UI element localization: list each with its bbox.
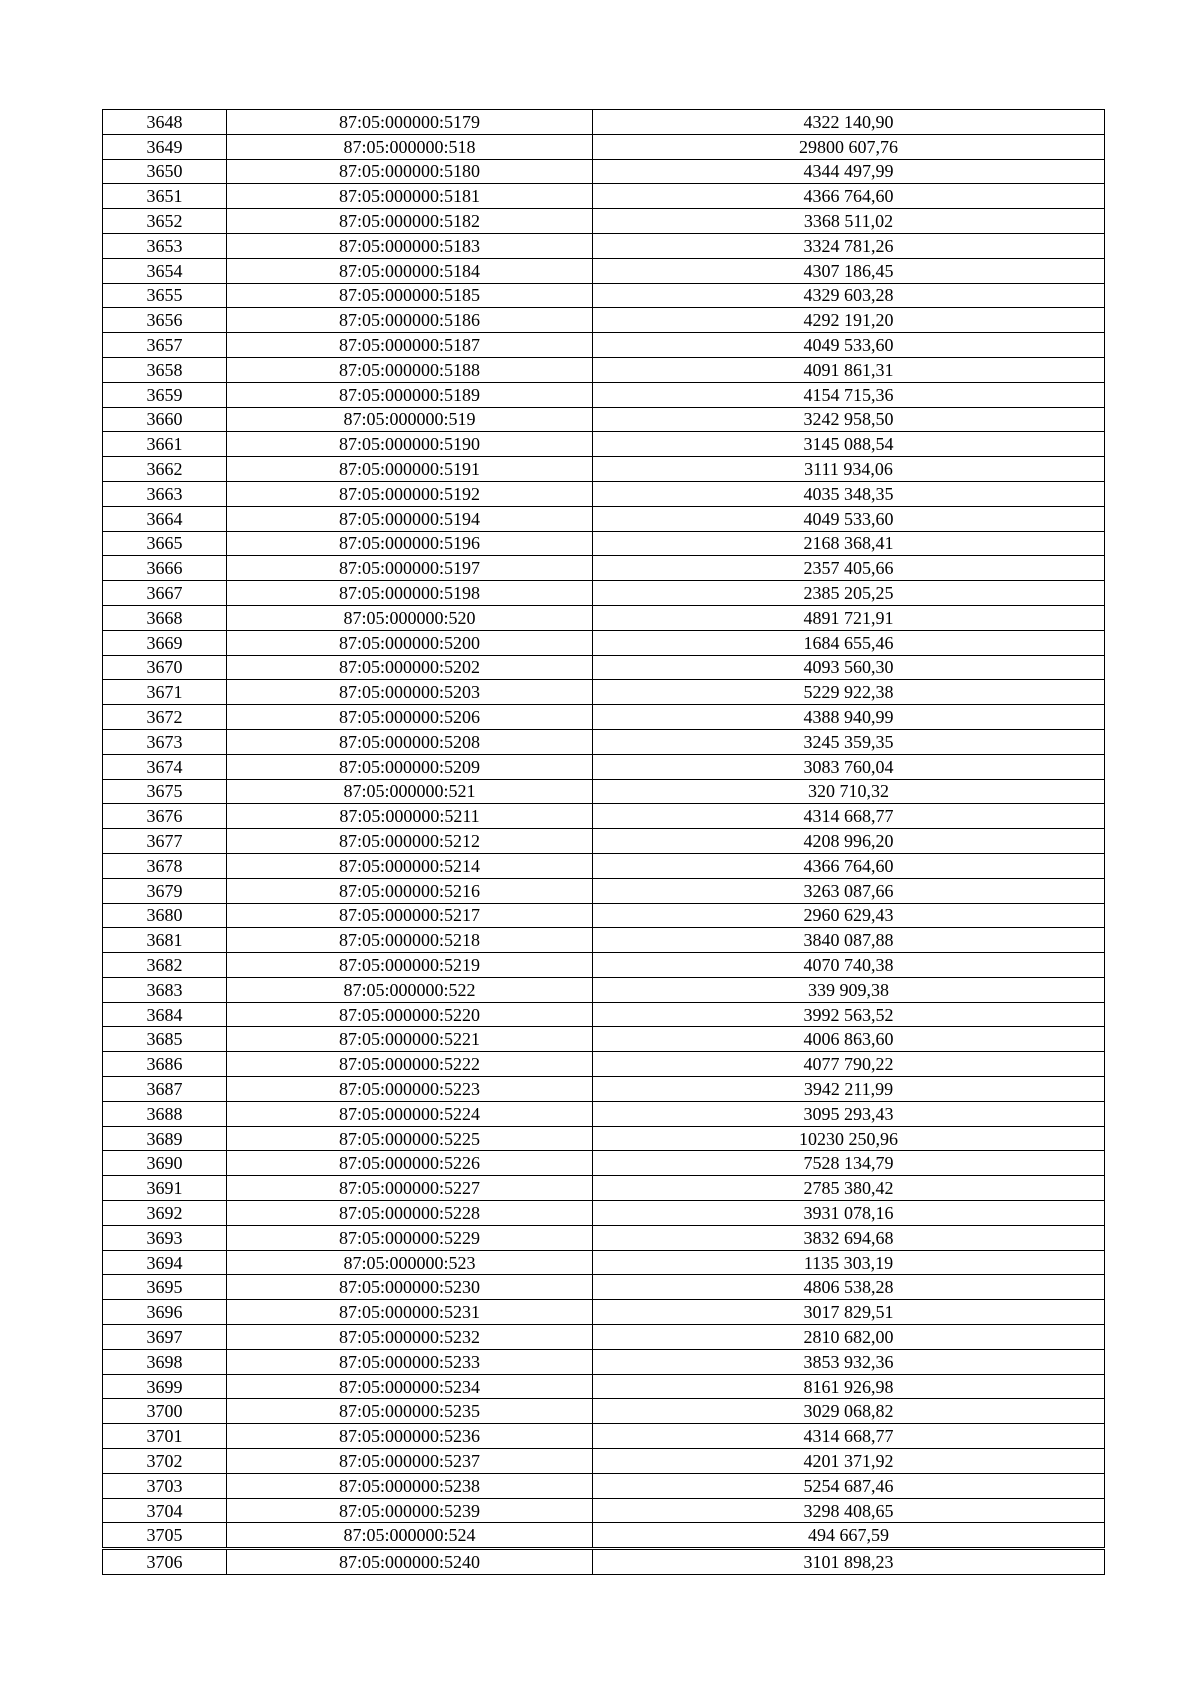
- cadastral-value-cell: 4806 538,28: [593, 1275, 1105, 1300]
- cadastral-value-cell: 3242 958,50: [593, 407, 1105, 432]
- cadastral-value-cell: 4314 668,77: [593, 804, 1105, 829]
- cadastral-number-cell: 87:05:000000:5202: [227, 655, 593, 680]
- cadastral-number-cell: 87:05:000000:5227: [227, 1176, 593, 1201]
- cadastral-value-cell: 5254 687,46: [593, 1473, 1105, 1498]
- row-number-cell: 3652: [103, 209, 227, 234]
- row-number-cell: 3692: [103, 1201, 227, 1226]
- table-row: [103, 333, 1105, 358]
- row-number-cell: 3691: [103, 1176, 227, 1201]
- cadastral-value-cell: 320 710,32: [593, 779, 1105, 804]
- cadastral-number-cell: 87:05:000000:5221: [227, 1027, 593, 1052]
- row-number-cell: 3653: [103, 233, 227, 258]
- cadastral-number-cell: 87:05:000000:5180: [227, 159, 593, 184]
- cadastral-value-cell: 4049 533,60: [593, 506, 1105, 531]
- cadastral-number-cell: 87:05:000000:5219: [227, 953, 593, 978]
- cadastral-number-cell: 87:05:000000:5183: [227, 233, 593, 258]
- cadastral-value-cell: 2785 380,42: [593, 1176, 1105, 1201]
- cadastral-value-cell: 3145 088,54: [593, 432, 1105, 457]
- row-number-cell: 3693: [103, 1225, 227, 1250]
- table-row: [103, 159, 1105, 184]
- row-number-cell: 3706: [103, 1549, 227, 1575]
- row-number-cell: 3663: [103, 481, 227, 506]
- table-row: [103, 1225, 1105, 1250]
- table-row: [103, 1325, 1105, 1350]
- table-row: [103, 506, 1105, 531]
- cadastral-number-cell: 87:05:000000:5214: [227, 853, 593, 878]
- row-number-cell: 3682: [103, 953, 227, 978]
- table-row: [103, 605, 1105, 630]
- row-number-cell: 3665: [103, 531, 227, 556]
- cadastral-number-cell: 87:05:000000:5238: [227, 1473, 593, 1498]
- row-number-cell: 3703: [103, 1473, 227, 1498]
- cadastral-number-cell: 87:05:000000:5200: [227, 630, 593, 655]
- cadastral-number-cell: 87:05:000000:5194: [227, 506, 593, 531]
- cadastral-value-cell: 494 667,59: [593, 1523, 1105, 1549]
- table-row: [103, 1449, 1105, 1474]
- table-row: [103, 705, 1105, 730]
- cadastral-number-cell: 87:05:000000:5223: [227, 1077, 593, 1102]
- table-row: [103, 829, 1105, 854]
- cadastral-value-cell: 3111 934,06: [593, 457, 1105, 482]
- table-row: [103, 1250, 1105, 1275]
- cadastral-number-cell: 87:05:000000:5206: [227, 705, 593, 730]
- table-row: [103, 556, 1105, 581]
- row-number-cell: 3669: [103, 630, 227, 655]
- cadastral-value-cell: 4388 940,99: [593, 705, 1105, 730]
- cadastral-value-cell: 4366 764,60: [593, 853, 1105, 878]
- row-number-cell: 3695: [103, 1275, 227, 1300]
- table-row: [103, 1176, 1105, 1201]
- cadastral-value-cell: 3992 563,52: [593, 1002, 1105, 1027]
- cadastral-number-cell: 87:05:000000:519: [227, 407, 593, 432]
- row-number-cell: 3694: [103, 1250, 227, 1275]
- cadastral-value-cell: 3942 211,99: [593, 1077, 1105, 1102]
- row-number-cell: 3649: [103, 134, 227, 159]
- cadastral-number-cell: 87:05:000000:5217: [227, 903, 593, 928]
- cadastral-number-cell: 87:05:000000:5225: [227, 1126, 593, 1151]
- cadastral-value-table: [102, 109, 1105, 1575]
- table-row: [103, 1399, 1105, 1424]
- cadastral-value-cell: 4035 348,35: [593, 481, 1105, 506]
- cadastral-number-cell: 87:05:000000:5181: [227, 184, 593, 209]
- row-number-cell: 3668: [103, 605, 227, 630]
- table-row: [103, 258, 1105, 283]
- table-row: [103, 1126, 1105, 1151]
- cadastral-number-cell: 87:05:000000:5179: [227, 110, 593, 135]
- cadastral-number-cell: 87:05:000000:5235: [227, 1399, 593, 1424]
- table-row: [103, 432, 1105, 457]
- cadastral-value-cell: 29800 607,76: [593, 134, 1105, 159]
- row-number-cell: 3680: [103, 903, 227, 928]
- table-row: [103, 110, 1105, 135]
- cadastral-value-cell: 3263 087,66: [593, 878, 1105, 903]
- cadastral-number-cell: 87:05:000000:518: [227, 134, 593, 159]
- cadastral-value-cell: 3368 511,02: [593, 209, 1105, 234]
- row-number-cell: 3704: [103, 1498, 227, 1523]
- cadastral-value-cell: 8161 926,98: [593, 1374, 1105, 1399]
- cadastral-number-cell: 87:05:000000:5231: [227, 1300, 593, 1325]
- table-row: [103, 308, 1105, 333]
- table-row: [103, 1498, 1105, 1523]
- table-row: [103, 1549, 1105, 1575]
- cadastral-value-cell: 3083 760,04: [593, 754, 1105, 779]
- cadastral-number-cell: 87:05:000000:5240: [227, 1549, 593, 1575]
- cadastral-number-cell: 87:05:000000:5190: [227, 432, 593, 457]
- cadastral-value-cell: 3017 829,51: [593, 1300, 1105, 1325]
- table-row: [103, 1101, 1105, 1126]
- row-number-cell: 3699: [103, 1374, 227, 1399]
- cadastral-number-cell: 87:05:000000:5208: [227, 729, 593, 754]
- cadastral-value-cell: 4093 560,30: [593, 655, 1105, 680]
- table-row: [103, 1002, 1105, 1027]
- cadastral-number-cell: 87:05:000000:5196: [227, 531, 593, 556]
- table-row: [103, 531, 1105, 556]
- cadastral-number-cell: 87:05:000000:5188: [227, 357, 593, 382]
- cadastral-value-cell: 4091 861,31: [593, 357, 1105, 382]
- cadastral-number-cell: 87:05:000000:5191: [227, 457, 593, 482]
- row-number-cell: 3672: [103, 705, 227, 730]
- row-number-cell: 3705: [103, 1523, 227, 1549]
- row-number-cell: 3686: [103, 1052, 227, 1077]
- cadastral-number-cell: 87:05:000000:5203: [227, 680, 593, 705]
- cadastral-number-cell: 87:05:000000:5185: [227, 283, 593, 308]
- row-number-cell: 3660: [103, 407, 227, 432]
- table-row: [103, 1151, 1105, 1176]
- cadastral-value-cell: 4070 740,38: [593, 953, 1105, 978]
- cadastral-value-cell: 2960 629,43: [593, 903, 1105, 928]
- cadastral-value-cell: 1135 303,19: [593, 1250, 1105, 1275]
- cadastral-value-cell: 4201 371,92: [593, 1449, 1105, 1474]
- row-number-cell: 3696: [103, 1300, 227, 1325]
- table-row: [103, 903, 1105, 928]
- table-row: [103, 878, 1105, 903]
- table-row: [103, 382, 1105, 407]
- row-number-cell: 3661: [103, 432, 227, 457]
- row-number-cell: 3690: [103, 1151, 227, 1176]
- table-row: [103, 1523, 1105, 1549]
- table-row: [103, 1374, 1105, 1399]
- cadastral-number-cell: 87:05:000000:5232: [227, 1325, 593, 1350]
- cadastral-number-cell: 87:05:000000:5192: [227, 481, 593, 506]
- cadastral-number-cell: 87:05:000000:5229: [227, 1225, 593, 1250]
- row-number-cell: 3683: [103, 977, 227, 1002]
- table-row: [103, 1275, 1105, 1300]
- table-row: [103, 184, 1105, 209]
- cadastral-number-cell: 87:05:000000:5224: [227, 1101, 593, 1126]
- cadastral-number-cell: 87:05:000000:520: [227, 605, 593, 630]
- table-row: [103, 1424, 1105, 1449]
- row-number-cell: 3662: [103, 457, 227, 482]
- cadastral-number-cell: 87:05:000000:5197: [227, 556, 593, 581]
- table-row: [103, 1473, 1105, 1498]
- cadastral-value-cell: 5229 922,38: [593, 680, 1105, 705]
- row-number-cell: 3701: [103, 1424, 227, 1449]
- table-row: [103, 754, 1105, 779]
- cadastral-number-cell: 87:05:000000:521: [227, 779, 593, 804]
- row-number-cell: 3684: [103, 1002, 227, 1027]
- cadastral-value-cell: 2357 405,66: [593, 556, 1105, 581]
- row-number-cell: 3675: [103, 779, 227, 804]
- row-number-cell: 3671: [103, 680, 227, 705]
- row-number-cell: 3679: [103, 878, 227, 903]
- row-number-cell: 3648: [103, 110, 227, 135]
- row-number-cell: 3676: [103, 804, 227, 829]
- row-number-cell: 3689: [103, 1126, 227, 1151]
- row-number-cell: 3697: [103, 1325, 227, 1350]
- row-number-cell: 3700: [103, 1399, 227, 1424]
- table-row: [103, 357, 1105, 382]
- row-number-cell: 3681: [103, 928, 227, 953]
- cadastral-value-cell: 2385 205,25: [593, 581, 1105, 606]
- cadastral-value-cell: 3840 087,88: [593, 928, 1105, 953]
- cadastral-number-cell: 87:05:000000:522: [227, 977, 593, 1002]
- cadastral-value-cell: 10230 250,96: [593, 1126, 1105, 1151]
- row-number-cell: 3656: [103, 308, 227, 333]
- table-row: [103, 779, 1105, 804]
- cadastral-value-cell: 4154 715,36: [593, 382, 1105, 407]
- cadastral-number-cell: 87:05:000000:5237: [227, 1449, 593, 1474]
- cadastral-value-cell: 4077 790,22: [593, 1052, 1105, 1077]
- cadastral-number-cell: 87:05:000000:5211: [227, 804, 593, 829]
- row-number-cell: 3657: [103, 333, 227, 358]
- table-row: [103, 407, 1105, 432]
- row-number-cell: 3670: [103, 655, 227, 680]
- row-number-cell: 3654: [103, 258, 227, 283]
- table-row: [103, 630, 1105, 655]
- cadastral-number-cell: 87:05:000000:5220: [227, 1002, 593, 1027]
- cadastral-value-cell: 4292 191,20: [593, 308, 1105, 333]
- row-number-cell: 3666: [103, 556, 227, 581]
- table-row: [103, 655, 1105, 680]
- cadastral-value-cell: 4049 533,60: [593, 333, 1105, 358]
- cadastral-number-cell: 87:05:000000:5184: [227, 258, 593, 283]
- cadastral-number-cell: 87:05:000000:5233: [227, 1349, 593, 1374]
- cadastral-value-cell: 3095 293,43: [593, 1101, 1105, 1126]
- cadastral-number-cell: 87:05:000000:5198: [227, 581, 593, 606]
- cadastral-value-cell: 339 909,38: [593, 977, 1105, 1002]
- table-row: [103, 283, 1105, 308]
- table-body: [103, 110, 1105, 1575]
- cadastral-value-cell: 3101 898,23: [593, 1549, 1105, 1575]
- row-number-cell: 3688: [103, 1101, 227, 1126]
- cadastral-number-cell: 87:05:000000:5186: [227, 308, 593, 333]
- cadastral-number-cell: 87:05:000000:5222: [227, 1052, 593, 1077]
- cadastral-value-cell: 4322 140,90: [593, 110, 1105, 135]
- cadastral-number-cell: 87:05:000000:524: [227, 1523, 593, 1549]
- cadastral-number-cell: 87:05:000000:523: [227, 1250, 593, 1275]
- table-row: [103, 1349, 1105, 1374]
- row-number-cell: 3673: [103, 729, 227, 754]
- table-row: [103, 481, 1105, 506]
- cadastral-value-cell: 4307 186,45: [593, 258, 1105, 283]
- table-row: [103, 680, 1105, 705]
- table-row: [103, 581, 1105, 606]
- row-number-cell: 3674: [103, 754, 227, 779]
- table-row: [103, 1027, 1105, 1052]
- table-row: [103, 1300, 1105, 1325]
- table-row: [103, 729, 1105, 754]
- table-row: [103, 1201, 1105, 1226]
- cadastral-number-cell: 87:05:000000:5228: [227, 1201, 593, 1226]
- cadastral-number-cell: 87:05:000000:5218: [227, 928, 593, 953]
- table-row: [103, 853, 1105, 878]
- cadastral-number-cell: 87:05:000000:5239: [227, 1498, 593, 1523]
- cadastral-value-cell: 3245 359,35: [593, 729, 1105, 754]
- cadastral-value-cell: 2168 368,41: [593, 531, 1105, 556]
- cadastral-value-cell: 4366 764,60: [593, 184, 1105, 209]
- table-row: [103, 134, 1105, 159]
- cadastral-value-cell: 3029 068,82: [593, 1399, 1105, 1424]
- cadastral-value-cell: 4314 668,77: [593, 1424, 1105, 1449]
- cadastral-number-cell: 87:05:000000:5236: [227, 1424, 593, 1449]
- cadastral-number-cell: 87:05:000000:5230: [227, 1275, 593, 1300]
- table-row: [103, 977, 1105, 1002]
- cadastral-value-cell: 7528 134,79: [593, 1151, 1105, 1176]
- row-number-cell: 3667: [103, 581, 227, 606]
- cadastral-value-cell: 4891 721,91: [593, 605, 1105, 630]
- cadastral-value-cell: 1684 655,46: [593, 630, 1105, 655]
- row-number-cell: 3655: [103, 283, 227, 308]
- row-number-cell: 3650: [103, 159, 227, 184]
- table-row: [103, 1077, 1105, 1102]
- row-number-cell: 3687: [103, 1077, 227, 1102]
- cadastral-number-cell: 87:05:000000:5212: [227, 829, 593, 854]
- table-row: [103, 953, 1105, 978]
- cadastral-value-cell: 3298 408,65: [593, 1498, 1105, 1523]
- row-number-cell: 3702: [103, 1449, 227, 1474]
- cadastral-value-cell: 4006 863,60: [593, 1027, 1105, 1052]
- cadastral-value-cell: 3324 781,26: [593, 233, 1105, 258]
- cadastral-value-cell: 3853 932,36: [593, 1349, 1105, 1374]
- row-number-cell: 3685: [103, 1027, 227, 1052]
- table-row: [103, 209, 1105, 234]
- cadastral-number-cell: 87:05:000000:5187: [227, 333, 593, 358]
- cadastral-number-cell: 87:05:000000:5189: [227, 382, 593, 407]
- row-number-cell: 3664: [103, 506, 227, 531]
- cadastral-value-cell: 4329 603,28: [593, 283, 1105, 308]
- cadastral-value-cell: 3832 694,68: [593, 1225, 1105, 1250]
- cadastral-value-cell: 4208 996,20: [593, 829, 1105, 854]
- row-number-cell: 3677: [103, 829, 227, 854]
- cadastral-number-cell: 87:05:000000:5209: [227, 754, 593, 779]
- table-row: [103, 457, 1105, 482]
- cadastral-number-cell: 87:05:000000:5226: [227, 1151, 593, 1176]
- table-row: [103, 804, 1105, 829]
- row-number-cell: 3658: [103, 357, 227, 382]
- row-number-cell: 3678: [103, 853, 227, 878]
- cadastral-number-cell: 87:05:000000:5216: [227, 878, 593, 903]
- table-row: [103, 928, 1105, 953]
- cadastral-value-cell: 4344 497,99: [593, 159, 1105, 184]
- cadastral-number-cell: 87:05:000000:5234: [227, 1374, 593, 1399]
- cadastral-number-cell: 87:05:000000:5182: [227, 209, 593, 234]
- row-number-cell: 3651: [103, 184, 227, 209]
- cadastral-value-cell: 3931 078,16: [593, 1201, 1105, 1226]
- cadastral-value-cell: 2810 682,00: [593, 1325, 1105, 1350]
- row-number-cell: 3698: [103, 1349, 227, 1374]
- row-number-cell: 3659: [103, 382, 227, 407]
- table-row: [103, 1052, 1105, 1077]
- table-row: [103, 233, 1105, 258]
